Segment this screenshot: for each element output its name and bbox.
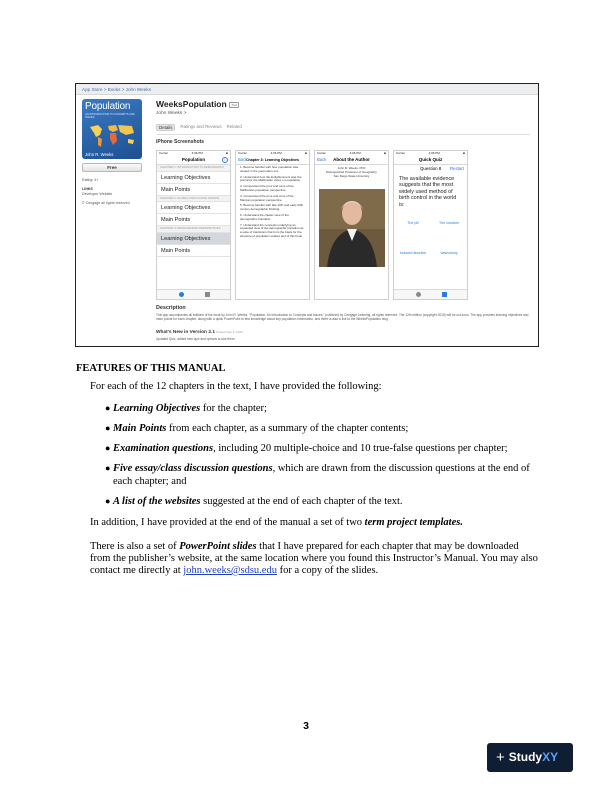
objective-item: 3. Comprehend the pros and cons of the Malthusian population perspective. [240, 184, 294, 192]
circle-tab-icon[interactable] [416, 292, 421, 297]
nav-bar [157, 156, 230, 165]
term-project-paragraph: In addition, I have provided at the end of the manual a set of two term project templates. [90, 517, 463, 528]
chapter-header: CHAPTER 3: DEMOGRAPHIC PERSPECTIVES [157, 226, 230, 233]
quiz-option[interactable]: Vasectomy [440, 251, 458, 255]
tab-related[interactable]: Related [226, 124, 242, 129]
description-heading: Description [156, 305, 186, 311]
plus-icon: + [496, 749, 505, 766]
list-item: ● A list of the websites suggested at the end of each chapter of the text. [105, 496, 403, 507]
device-badge: iPad [231, 102, 238, 107]
chapter-header: CHAPTER 1: INTRODUCTION TO DEMOGRAPHY [157, 165, 230, 172]
whats-new-heading: What's New in Version 2.1 Posted Sep 4, 2014 [156, 330, 243, 335]
info-icon[interactable]: i [222, 157, 228, 163]
chapter-header: CHAPTER 2: GLOBAL POPULATION TRENDS [157, 196, 230, 203]
bullet-icon: ● [105, 403, 111, 413]
objective-item: 6. Understand the classic view of the demographic transition. [240, 212, 289, 221]
list-item: ● Five essay/class discussion questions, which are drawn from the discussion questions at the end of each chapter; and [105, 463, 530, 487]
divider [156, 134, 530, 135]
quiz-option[interactable]: Induced abortion [399, 251, 427, 255]
powerpoint-paragraph: There is also a set of PowerPoint slides that I have prepared for each chapter that may be downloaded from the publisher’s website, at the same location where you found this Instructor’s Manual. You may also contact me directly at john.weeks@sdsu.edu for a copy of the slides. [90, 541, 538, 576]
quiz-header [394, 165, 467, 174]
objective-item: 1. Become familiar with how population was viewed in the premodern era. [240, 165, 299, 173]
page-number: 3 [303, 720, 309, 732]
quiz-option[interactable]: The condom [439, 221, 459, 225]
section-title: FEATURES OF THIS MANUAL [76, 363, 226, 374]
quiz-question: The available evidence suggests that the most widely used method of birth control in the world is: [399, 176, 457, 208]
list-item: ● Main Points from each chapter, as a summary of the chapter contents; [105, 423, 409, 434]
bullet-icon: ● [105, 463, 111, 473]
back-button[interactable]: Back [317, 157, 327, 162]
author-credentials: John R. Weeks, PhD Distinguished Professor of Geography San Diego State University [326, 166, 377, 178]
question-number: Question 8 [420, 166, 442, 171]
list-item: ● Learning Objectives for the chapter; [105, 403, 267, 414]
app-icon [82, 99, 142, 159]
app-name-text: WeeksPopulation [156, 99, 227, 109]
nav-bar [394, 156, 467, 165]
nav-bar [315, 156, 388, 165]
objective-item: 5. Become familiar with late 19th and early 20th century demographic thinking. [240, 203, 304, 212]
phone-screen-quick-quiz [393, 150, 468, 300]
list-item[interactable]: Main Points [157, 245, 230, 257]
developer-website-link[interactable]: Developer Website [82, 192, 113, 196]
list-item[interactable]: Learning Objectives [157, 233, 230, 245]
copyright-label: © Cengage all rights reserved [82, 201, 130, 205]
tab-details[interactable]: Details [156, 124, 175, 131]
tab-bar [394, 289, 467, 299]
square-tab-icon[interactable] [442, 292, 447, 297]
square-tab-icon[interactable] [205, 292, 210, 297]
restart-button[interactable]: Restart [449, 166, 464, 171]
list-item[interactable]: Main Points [157, 184, 230, 196]
description-text: This app accompanies all editions of the book by John R. Weeks, "Population: An Introduction to Concepts and Issues," published by Cengage Learning, all rights reserved. The 12th edition (copyright 2015) will be out soon. The app provides learning objectives and main points for each chapter, along with a quick PowerPoint to test knowledge about key population information, and there is also a link to the WeeksPopulation blog. [156, 313, 529, 322]
author-photo [319, 189, 385, 267]
world-map-icon [86, 121, 138, 149]
circle-tab-icon[interactable] [179, 292, 184, 297]
bullet-icon: ● [105, 496, 111, 506]
app-tabs [156, 124, 242, 131]
nav-title: About the Author [333, 157, 370, 162]
list-item: ● Examination questions, including 20 multiple-choice and 10 true-false questions per chapter; [105, 443, 508, 454]
nav-bar [236, 156, 309, 165]
app-icon-author: John R. Weeks [85, 152, 114, 157]
phone-screen-about-author [314, 150, 389, 300]
feature-list [106, 402, 540, 515]
free-button[interactable]: Free [82, 163, 142, 172]
email-link[interactable]: john.weeks@sdsu.edu [183, 565, 277, 576]
screenshots-heading: iPhone Screenshots [156, 139, 205, 145]
status-bar: Carrier 4:06 PM ■ [159, 151, 228, 155]
objective-item: 4. Comprehend the pros and cons of the Marxian population perspective. [240, 193, 294, 202]
tab-ratings[interactable]: Ratings and Reviews [180, 124, 222, 129]
phone-screen-population [156, 150, 231, 300]
app-sidebar [82, 99, 142, 206]
app-icon-title: Population [85, 101, 131, 112]
phone-screen-learning-objectives [235, 150, 310, 300]
nav-title: Chapter 3: Learning Objectives [245, 158, 300, 162]
list-item[interactable]: Learning Objectives [157, 172, 230, 184]
status-bar: Carrier 4:06 PM ■ [396, 151, 465, 155]
rating-label: Rating: 4+ [82, 178, 99, 182]
app-icon-subtitle: AN INTRODUCTION TO CONCEPTS AND ISSUES [85, 113, 135, 119]
links-heading: LINKS [82, 187, 93, 191]
bullet-icon: ● [105, 443, 111, 453]
bullet-icon: ● [105, 423, 111, 433]
status-bar: Carrier 4:06 PM ■ [238, 151, 307, 155]
app-meta [82, 178, 142, 206]
list-item[interactable]: Learning Objectives [157, 202, 230, 214]
app-name [156, 99, 239, 109]
objective-item: 2. Understand how the Enlightenment was the precursor the Malthusian views on population. [240, 174, 302, 183]
status-bar: Carrier 4:06 PM ■ [317, 151, 386, 155]
tab-bar [157, 289, 230, 299]
whats-new-date: Posted Sep 4, 2014 [216, 330, 243, 334]
nav-title: Population [181, 157, 206, 162]
studyxy-logo: + StudyXY [487, 743, 573, 772]
objective-item: 7. Understand the concepts underlying an expanded view of the demographic transition as a suite of transitions that form the basis for the structure of population studies and of this book. [240, 222, 304, 238]
nav-title: Quick Quiz [418, 157, 443, 162]
quiz-option[interactable]: The pill [407, 221, 419, 225]
list-item[interactable]: Main Points [157, 214, 230, 226]
developer-link[interactable]: John Weeks > [156, 111, 187, 116]
intro-paragraph: For each of the 12 chapters in the text, I have provided the following: [90, 381, 382, 392]
back-button[interactable]: Back [238, 157, 248, 162]
whats-new-text: Updated Quiz, added new quiz and options to use them [156, 337, 235, 341]
app-store-screenshot [75, 83, 539, 347]
breadcrumb[interactable]: App Store > Books > John Weeks [76, 84, 538, 95]
